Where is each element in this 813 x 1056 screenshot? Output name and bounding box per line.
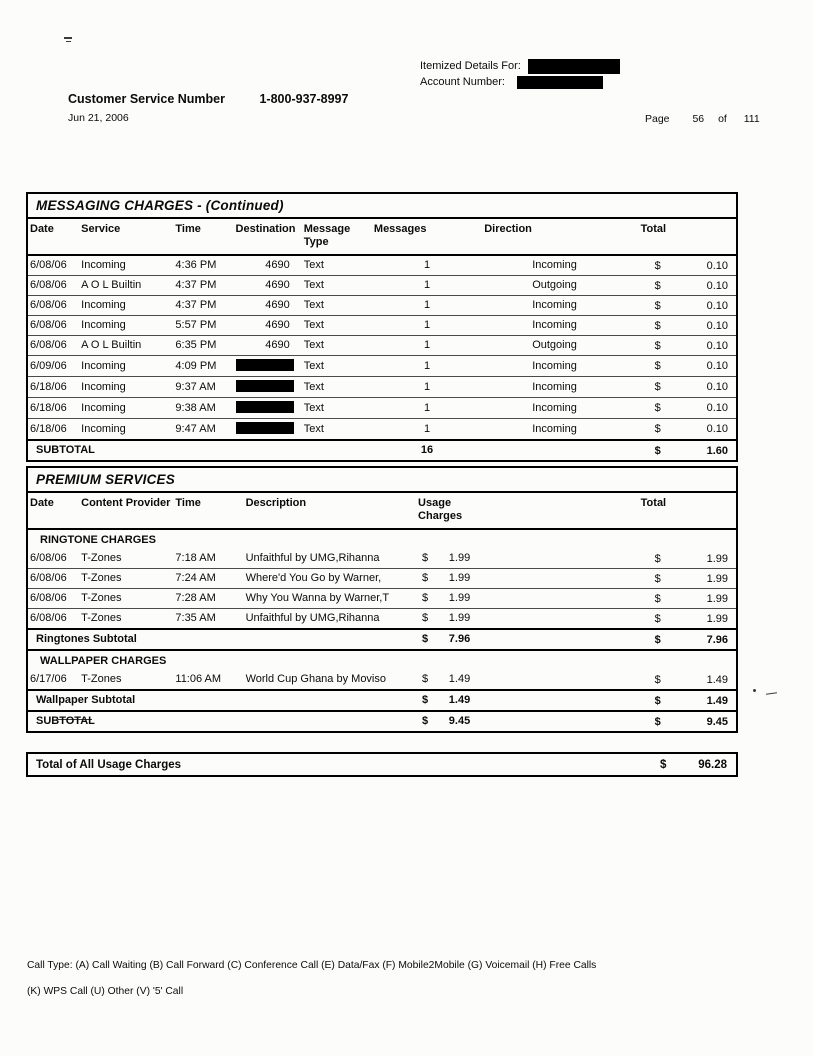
col-header-date: Date xyxy=(27,492,79,529)
col-header-date: Date xyxy=(27,218,79,255)
cell-time: 4:37 PM xyxy=(173,276,233,296)
currency-symbol: $ xyxy=(654,423,661,435)
premium-row xyxy=(27,589,737,609)
redaction-bar xyxy=(236,422,294,434)
empty-cell xyxy=(474,670,638,690)
cell-total xyxy=(639,356,737,377)
amount-value: 0.10 xyxy=(706,381,728,393)
cell-service: Incoming xyxy=(79,419,173,441)
amount-value: 1.99 xyxy=(706,552,728,565)
subtotal-usage xyxy=(416,690,474,711)
cell-direction: Outgoing xyxy=(482,336,638,356)
total-amount xyxy=(639,593,736,605)
cell-direction: Incoming xyxy=(482,377,638,398)
redaction-bar xyxy=(517,76,603,89)
premium-row xyxy=(27,569,737,589)
account-number-label: Account Number: xyxy=(420,76,505,88)
amount-value: 0.10 xyxy=(706,402,728,414)
cell-messages: 1 xyxy=(372,377,482,398)
messaging-row xyxy=(27,255,737,276)
cell-total xyxy=(639,377,737,398)
empty-cell xyxy=(474,629,638,650)
grand-total-amount xyxy=(638,759,736,771)
col-header-destination: Destination xyxy=(234,218,302,255)
currency-symbol: $ xyxy=(654,633,661,646)
messaging-row xyxy=(27,276,737,296)
subtotal-label: Wallpaper Subtotal xyxy=(27,690,416,711)
empty-cell xyxy=(474,711,638,732)
redaction-bar xyxy=(528,59,620,74)
subtotal-total xyxy=(639,629,737,650)
cell-destination: 4690 xyxy=(234,296,302,316)
premium-section-subtotal-row xyxy=(27,690,737,711)
cell-direction: Incoming xyxy=(482,316,638,336)
empty-cell xyxy=(474,609,638,630)
cell-usage-charges xyxy=(416,549,474,569)
amount-value: 1.60 xyxy=(706,444,728,457)
subtotal-usage xyxy=(416,629,474,650)
cell-destination xyxy=(234,398,302,419)
cell-direction: Outgoing xyxy=(482,276,638,296)
currency-symbol: $ xyxy=(654,444,661,457)
col-header-message-type: Message Type xyxy=(302,218,372,255)
itemized-details-label: Itemized Details For: xyxy=(420,60,521,72)
total-amount xyxy=(639,360,736,372)
cell-service: Incoming xyxy=(79,296,173,316)
amount-value: 9.45 xyxy=(448,715,471,727)
messaging-row xyxy=(27,336,737,356)
cell-direction: Incoming xyxy=(482,296,638,316)
cell-description: Where'd You Go by Warner, xyxy=(244,569,416,589)
premium-section-heading-row xyxy=(27,529,737,549)
premium-title: PREMIUM SERVICES xyxy=(27,467,737,492)
col-header-time: Time xyxy=(173,218,233,255)
col-header-usage-charges: Usage Charges xyxy=(416,492,474,529)
cell-total xyxy=(639,398,737,419)
cell-destination xyxy=(234,356,302,377)
amount-value: 0.10 xyxy=(706,423,728,435)
subtotal-label: SUBTOTAL xyxy=(27,440,372,461)
cell-date: 6/18/06 xyxy=(27,419,79,441)
bill-date: Jun 21, 2006 xyxy=(68,112,129,124)
messaging-subtotal-section xyxy=(27,440,737,461)
cell-time: 9:38 AM xyxy=(173,398,233,419)
col-header-description: Description xyxy=(244,492,416,529)
cell-service: Incoming xyxy=(79,356,173,377)
cell-total xyxy=(639,296,737,316)
total-amount xyxy=(639,381,736,393)
premium-services-section xyxy=(26,466,738,733)
cell-messages: 1 xyxy=(372,276,482,296)
amount-value: 1.49 xyxy=(448,694,471,706)
cell-time: 4:09 PM xyxy=(173,356,233,377)
cell-date: 6/08/06 xyxy=(27,316,79,336)
amount-value: 0.10 xyxy=(706,279,728,292)
currency-symbol: $ xyxy=(422,552,429,564)
cell-time: 4:36 PM xyxy=(173,255,233,276)
total-amount xyxy=(639,634,736,646)
amount-value: 1.99 xyxy=(706,592,728,605)
premium-row xyxy=(27,670,737,690)
amount-value: 1.99 xyxy=(706,612,728,625)
cell-message-type: Text xyxy=(302,377,372,398)
section-heading: WALLPAPER CHARGES xyxy=(40,655,167,667)
cell-message-type: Text xyxy=(302,419,372,441)
cell-total xyxy=(639,670,737,690)
usage-amount xyxy=(418,552,472,564)
empty-cell xyxy=(474,549,638,569)
cell-time: 7:18 AM xyxy=(173,549,243,569)
cell-time: 7:24 AM xyxy=(173,569,243,589)
col-header-spacer xyxy=(474,492,638,529)
currency-symbol: $ xyxy=(654,402,661,414)
amount-value: 7.96 xyxy=(706,633,728,646)
cell-message-type: Text xyxy=(302,296,372,316)
cell-message-type: Text xyxy=(302,255,372,276)
cell-description: World Cup Ghana by Moviso xyxy=(244,670,416,690)
currency-symbol: $ xyxy=(422,633,429,645)
account-number-row xyxy=(420,74,620,90)
cell-content-provider: T-Zones xyxy=(79,569,173,589)
cell-date: 6/08/06 xyxy=(27,569,79,589)
cell-time: 5:57 PM xyxy=(173,316,233,336)
amount-value: 1.99 xyxy=(448,612,471,624)
cell-messages: 1 xyxy=(372,336,482,356)
cell-date: 6/08/06 xyxy=(27,549,79,569)
usage-amount xyxy=(418,592,472,604)
legend-line-2: (K) WPS Call (U) Other (V) '5' Call xyxy=(27,986,184,997)
subtotal-total xyxy=(639,440,737,461)
cell-date: 6/08/06 xyxy=(27,589,79,609)
cell-total xyxy=(639,255,737,276)
redaction-bar xyxy=(236,380,294,392)
grand-total-label: Total of All Usage Charges xyxy=(36,758,182,771)
page-total: 111 xyxy=(743,113,760,125)
amount-value: 96.28 xyxy=(698,758,727,771)
total-amount xyxy=(639,716,736,728)
cell-description: Unfaithful by UMG,Rihanna xyxy=(244,609,416,630)
cell-total xyxy=(639,336,737,356)
cell-message-type: Text xyxy=(302,276,372,296)
cell-date: 6/17/06 xyxy=(27,670,79,690)
customer-service-number: 1-800-937-8997 xyxy=(259,92,349,106)
cell-date: 6/08/06 xyxy=(27,336,79,356)
col-header-total: Total xyxy=(639,492,737,529)
usage-amount xyxy=(418,633,472,645)
messaging-row xyxy=(27,419,737,441)
grand-total-box xyxy=(26,752,738,777)
cell-date: 6/08/06 xyxy=(27,609,79,630)
currency-symbol: $ xyxy=(654,381,661,393)
currency-symbol: $ xyxy=(654,552,661,565)
messaging-row xyxy=(27,398,737,419)
cell-time: 7:28 AM xyxy=(173,589,243,609)
total-amount xyxy=(639,573,736,585)
cell-message-type: Text xyxy=(302,336,372,356)
total-amount xyxy=(639,402,736,414)
cell-usage-charges xyxy=(416,609,474,630)
usage-amount xyxy=(418,572,472,584)
subtotal-usage xyxy=(416,711,474,732)
subtotal-total xyxy=(639,690,737,711)
currency-symbol: $ xyxy=(654,715,661,728)
cell-messages: 1 xyxy=(372,356,482,377)
col-header-time: Time xyxy=(173,492,243,529)
cell-total xyxy=(639,569,737,589)
itemized-details-block xyxy=(420,58,620,90)
usage-amount xyxy=(418,673,472,685)
cell-service: Incoming xyxy=(79,398,173,419)
cell-destination xyxy=(234,377,302,398)
empty-cell xyxy=(474,589,638,609)
scan-artifact xyxy=(766,692,777,695)
empty-cell xyxy=(474,690,638,711)
currency-symbol: $ xyxy=(422,572,429,584)
cell-service: Incoming xyxy=(79,316,173,336)
cell-direction: Incoming xyxy=(482,398,638,419)
cell-total xyxy=(639,589,737,609)
itemized-details-row xyxy=(420,58,620,74)
scan-artifact xyxy=(66,41,71,42)
amount-value: 1.99 xyxy=(448,592,471,604)
total-amount xyxy=(639,280,736,292)
cell-total xyxy=(639,276,737,296)
total-amount xyxy=(639,445,736,457)
premium-section-subtotal-row xyxy=(27,629,737,650)
currency-symbol: $ xyxy=(422,715,429,727)
amount-value: 0.10 xyxy=(706,360,728,372)
amount-value: 0.10 xyxy=(706,319,728,332)
cell-date: 6/08/06 xyxy=(27,296,79,316)
currency-symbol: $ xyxy=(422,694,429,706)
currency-symbol: $ xyxy=(654,612,661,625)
currency-symbol: $ xyxy=(654,360,661,372)
cell-direction: Incoming xyxy=(482,356,638,377)
cell-time: 9:47 AM xyxy=(173,419,233,441)
cell-service: Incoming xyxy=(79,255,173,276)
cell-time: 9:37 AM xyxy=(173,377,233,398)
currency-symbol: $ xyxy=(422,612,429,624)
total-amount xyxy=(639,423,736,435)
scan-artifact xyxy=(753,689,756,692)
section-heading: RINGTONE CHARGES xyxy=(40,534,156,546)
customer-service-label: Customer Service Number xyxy=(68,92,226,106)
legend-line-1: Call Type: (A) Call Waiting (B) Call Forward (C) Conference Call (E) Data/Fax (F) Mobile2Mobile (G) Voicemail (H) Free Calls xyxy=(27,960,597,971)
total-amount xyxy=(639,260,736,272)
amount-value: 1.49 xyxy=(448,673,471,685)
cell-messages: 1 xyxy=(372,296,482,316)
scan-artifact xyxy=(64,37,72,39)
cell-date: 6/08/06 xyxy=(27,276,79,296)
cell-usage-charges xyxy=(416,589,474,609)
cell-description: Why You Wanna by Warner,T xyxy=(244,589,416,609)
usage-amount xyxy=(418,715,472,727)
cell-total xyxy=(639,419,737,441)
cell-service: Incoming xyxy=(79,377,173,398)
cell-destination xyxy=(234,419,302,441)
messaging-row xyxy=(27,316,737,336)
cell-messages: 1 xyxy=(372,419,482,441)
currency-symbol: $ xyxy=(660,758,667,771)
currency-symbol: $ xyxy=(654,592,661,605)
cell-time: 11:06 AM xyxy=(173,670,243,690)
messaging-row xyxy=(27,356,737,377)
premium-row xyxy=(27,609,737,630)
messaging-title: MESSAGING CHARGES - (Continued) xyxy=(27,193,737,218)
col-header-total: Total xyxy=(639,218,737,255)
subtotal-messages: 16 xyxy=(372,440,482,461)
cell-time: 7:35 AM xyxy=(173,609,243,630)
currency-symbol: $ xyxy=(654,259,661,272)
cell-destination: 4690 xyxy=(234,316,302,336)
cell-messages: 1 xyxy=(372,255,482,276)
premium-row xyxy=(27,549,737,569)
col-header-service: Service xyxy=(79,218,173,255)
call-type-legend xyxy=(27,960,596,998)
total-amount xyxy=(639,613,736,625)
messaging-charges-table xyxy=(26,192,738,462)
cell-usage-charges xyxy=(416,569,474,589)
amount-value: 0.10 xyxy=(706,339,728,352)
premium-services-table xyxy=(26,466,738,733)
currency-symbol: $ xyxy=(654,319,661,332)
total-amount xyxy=(639,674,736,686)
cell-date: 6/09/06 xyxy=(27,356,79,377)
cell-date: 6/18/06 xyxy=(27,398,79,419)
currency-symbol: $ xyxy=(654,673,661,686)
amount-value: 1.99 xyxy=(706,572,728,585)
cell-time: 4:37 PM xyxy=(173,296,233,316)
subtotal-label: Ringtones Subtotal xyxy=(27,629,416,650)
cell-messages: 1 xyxy=(372,316,482,336)
empty-cell xyxy=(474,569,638,589)
cell-destination: 4690 xyxy=(234,255,302,276)
cell-destination: 4690 xyxy=(234,336,302,356)
amount-value: 0.10 xyxy=(706,299,728,312)
premium-header-row xyxy=(27,492,737,529)
cell-content-provider: T-Zones xyxy=(79,589,173,609)
usage-amount xyxy=(418,612,472,624)
cell-service: A O L Builtin xyxy=(79,336,173,356)
cell-destination: 4690 xyxy=(234,276,302,296)
empty-cell xyxy=(482,440,638,461)
usage-amount xyxy=(418,694,472,706)
cell-direction: Incoming xyxy=(482,255,638,276)
premium-subtotal-row xyxy=(27,711,737,732)
amount-value: 0.10 xyxy=(706,259,728,272)
messaging-row xyxy=(27,296,737,316)
col-header-direction: Direction xyxy=(482,218,638,255)
cell-usage-charges xyxy=(416,670,474,690)
currency-symbol: $ xyxy=(654,299,661,312)
subtotal-total xyxy=(639,711,737,732)
customer-service-line xyxy=(68,92,348,106)
cell-content-provider: T-Zones xyxy=(79,670,173,690)
cell-direction: Incoming xyxy=(482,419,638,441)
cell-content-provider: T-Zones xyxy=(79,549,173,569)
amount-value: 9.45 xyxy=(706,715,728,728)
cell-service: A O L Builtin xyxy=(79,276,173,296)
cell-messages: 1 xyxy=(372,398,482,419)
currency-symbol: $ xyxy=(654,279,661,292)
amount-value: 1.49 xyxy=(706,673,728,686)
col-header-content-provider: Content Provider xyxy=(79,492,173,529)
messaging-rows xyxy=(27,255,737,440)
subtotal-label: SUBTOTAL xyxy=(27,711,416,732)
cell-message-type: Text xyxy=(302,398,372,419)
amount-value: 1.49 xyxy=(706,694,728,707)
messaging-header-row xyxy=(27,218,737,255)
redaction-bar xyxy=(236,359,294,371)
cell-description: Unfaithful by UMG,Rihanna xyxy=(244,549,416,569)
total-amount xyxy=(639,300,736,312)
amount-value: 7.96 xyxy=(448,633,471,645)
amount-value: 1.99 xyxy=(448,552,471,564)
cell-total xyxy=(639,549,737,569)
currency-symbol: $ xyxy=(422,592,429,604)
premium-rows xyxy=(27,529,737,711)
page-of-label: of xyxy=(718,113,727,125)
col-header-messages: Messages xyxy=(372,218,482,255)
amount-value: 1.99 xyxy=(448,572,471,584)
page-label: Page xyxy=(645,113,670,125)
currency-symbol: $ xyxy=(654,694,661,707)
cell-date: 6/08/06 xyxy=(27,255,79,276)
cell-message-type: Text xyxy=(302,356,372,377)
currency-symbol: $ xyxy=(654,572,661,585)
premium-section-heading-row xyxy=(27,650,737,670)
total-amount xyxy=(639,340,736,352)
premium-subtotal-section xyxy=(27,711,737,732)
cell-message-type: Text xyxy=(302,316,372,336)
cell-total xyxy=(639,609,737,630)
currency-symbol: $ xyxy=(422,673,429,685)
premium-title-row xyxy=(27,467,737,492)
cell-content-provider: T-Zones xyxy=(79,609,173,630)
messaging-title-row xyxy=(27,193,737,218)
cell-total xyxy=(639,316,737,336)
total-amount xyxy=(639,553,736,565)
messaging-subtotal-row xyxy=(27,440,737,461)
total-amount xyxy=(639,320,736,332)
total-amount xyxy=(639,695,736,707)
messaging-charges-section xyxy=(26,192,738,462)
currency-symbol: $ xyxy=(654,339,661,352)
page-reference xyxy=(645,113,760,125)
redaction-bar xyxy=(236,401,294,413)
cell-time: 6:35 PM xyxy=(173,336,233,356)
page-current: 56 xyxy=(692,113,705,125)
cell-date: 6/18/06 xyxy=(27,377,79,398)
messaging-row xyxy=(27,377,737,398)
